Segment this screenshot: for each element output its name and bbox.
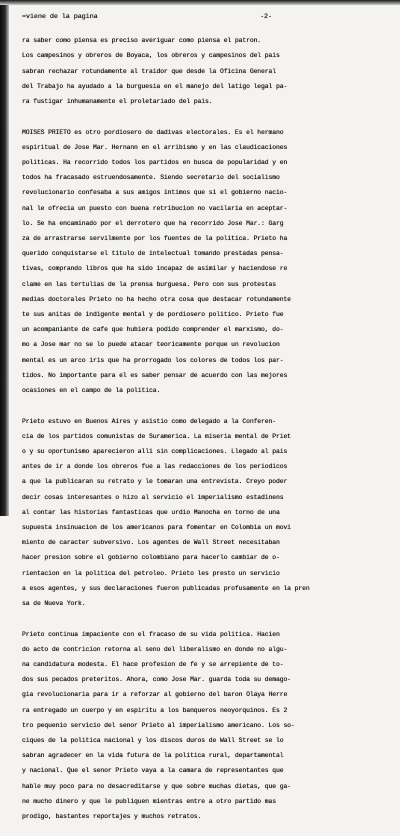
text-line: sa de Nueva York. bbox=[22, 599, 86, 607]
text-line: todos ha fracasado estruendosamente. Siendo secretario del socialismo bbox=[22, 174, 280, 182]
scan-shadow-top bbox=[0, 0, 400, 5]
text-line: revolucionario confesaba a sus amigos intimos que si el gobierno nacio- bbox=[22, 189, 288, 197]
text-line: hacer presion sobre el gobierno colombiano para hacerlo cambiar de o- bbox=[22, 554, 280, 562]
text-line: querido conquistarse el titulo de intelectual tomando prestadas pensa- bbox=[22, 250, 284, 258]
text-line: do acto de contricion retorna al seno del liberalismo en donde no algu- bbox=[22, 645, 288, 653]
text-line: al contar las historias fantasticas que urdio Manocha en torno de una bbox=[22, 508, 280, 516]
text-line: a esos agentes, y sus declaraciones fueron publicadas profusamente en la pren bbox=[22, 584, 310, 592]
text-line: Prieto estuvo en Buenos Aires y asistio como delegado a la Conferen- bbox=[22, 417, 276, 425]
text-line: ra entregado un cuerpo y en espiritu a los banqueros neoyorquinos. Es 2 bbox=[22, 706, 288, 714]
text-line: miento de caracter subversivo. Los agentes de Wall Street necesitaban bbox=[22, 539, 280, 547]
text-line: za de arrastrarse servilmente por los fuentes de la politica. Prieto ha bbox=[22, 235, 288, 243]
scan-shadow-left bbox=[0, 0, 9, 516]
text-line: del Trabajo ha ayudado a la burguesia en el manejo del latigo legal pa- bbox=[22, 82, 288, 90]
text-line: supuesta insinuacion de los americanos para fomentar en Colombia un movi bbox=[22, 524, 291, 531]
text-line: ra fustigar inhumanamente el proletariado del pais. bbox=[22, 97, 213, 105]
text-line: hable muy poco para no desacreditarse y que sobre muchas dietas, que ga- bbox=[22, 782, 291, 790]
text-line: nal le ofrecia un puesto con buena retribucion no vacilaria en aceptar- bbox=[22, 204, 288, 212]
paragraph-1 bbox=[22, 30, 386, 114]
text-line: sabran rechazar rotundamente al traidor que desde la Oficina General bbox=[22, 67, 276, 75]
text-line: dos sus pecados preteritos. Ahora, como Jose Mar. guarda toda su demago- bbox=[22, 676, 291, 684]
paragraph-2 bbox=[22, 121, 386, 402]
text-line: te sus anitas de indigente mental y de pordiosero politico. Prieto fue bbox=[22, 310, 284, 318]
page-header bbox=[22, 14, 272, 22]
text-line: medias doctorales Prieto no ha hecho otra cosa que destacar rotundamente bbox=[22, 295, 291, 303]
text-line: ne mucho dinero y que le publiquen mientras entre a otro partido mas bbox=[22, 797, 276, 805]
text-line: prodigo, bastantes reportajes y muchos retratos. bbox=[22, 812, 202, 820]
text-line: politicas. Ha recorrido todos los partidos en busca de popularidad y en bbox=[22, 159, 288, 167]
text-line: rientacion en la politica del petroleo. Prieto les presto un servicio bbox=[22, 569, 280, 577]
text-line: gia revolucionaria para ir a reforzar al gobierno del baron Olaya Herre bbox=[22, 691, 288, 699]
paragraph-4 bbox=[22, 623, 386, 828]
text-line: un acompaniante de cafe que hubiera podido comprender el marxismo, do- bbox=[22, 326, 284, 334]
text-line: antes de ir a donde los obreros fue a las redacciones de los periodicos bbox=[22, 463, 288, 471]
text-line: na candidatura modesta. El hace profesion de fe y se arrepiente de to- bbox=[22, 661, 284, 669]
text-line: o y su oportunismo aparecieron alli sin complicaciones. Llegado al pais bbox=[22, 448, 288, 456]
continued-from-label: =viene de la pagina bbox=[22, 13, 98, 21]
text-line: mental es un arco iris que ha prorrogado los colores de todos los par- bbox=[22, 356, 284, 364]
text-line: lo. Se ha encaminado por el derrotero que ha recorrido Jose Mar.: Garg bbox=[22, 219, 284, 227]
paragraph-3 bbox=[22, 410, 386, 615]
text-line: decir cosas interesantes o hizo al servicio el imperialismo estadinens bbox=[22, 493, 284, 501]
text-line: y nacional. Que el senor Prieto vaya a la camara de representantes que bbox=[22, 767, 284, 775]
text-line: tivas, comprando libros que ha sido incapaz de asimilar y haciendose re bbox=[22, 265, 288, 273]
text-line: tidos. No importante para el es saber pensar de acuerdo con las mejores bbox=[22, 371, 288, 379]
text-line: mo a Jose mar no se lo puede atacar teoricamente porque un revolucion bbox=[22, 341, 280, 349]
text-line: clame en las tertulias de la prensa burguesa. Pero con sus protestas bbox=[22, 280, 276, 288]
text-line: sabran agradecer en la vida futura de la politica rural, departamental bbox=[22, 752, 284, 760]
text-line: Los campesinos y obreros de Boyaca, los obreros y campesinos del pais bbox=[22, 52, 280, 60]
text-line: cia de los partidos comunistas de Suramerica. La miseria mental de Priet bbox=[22, 432, 291, 440]
page-number: -2- bbox=[260, 13, 272, 21]
text-line: espiritual de Jose Mar. Hernann en el arribismo y en las claudicaciones bbox=[22, 143, 288, 151]
text-line: a que la publicaran su retrato y le tomaran una entrevista. Creyo poder bbox=[22, 478, 288, 486]
text-line: ra saber como piensa es preciso averiguar como piensa el patron. bbox=[22, 37, 262, 45]
text-line: tro pequenio servicio del senor Prieto al imperialismo americano. Los so- bbox=[22, 721, 295, 729]
text-line: MOISES PRIETO es otro pordiosero de dadivas electorales. Es el hermano bbox=[22, 128, 284, 136]
text-line: ciques de la politica nacional y los discos duros de Wall Street se lo bbox=[22, 737, 284, 745]
typewritten-page bbox=[22, 14, 386, 836]
text-line: ocasiones en el campo de la politica. bbox=[22, 386, 161, 394]
text-line: Prieto continua impaciente con el fracaso de su vida politica. Hacien bbox=[22, 630, 280, 638]
